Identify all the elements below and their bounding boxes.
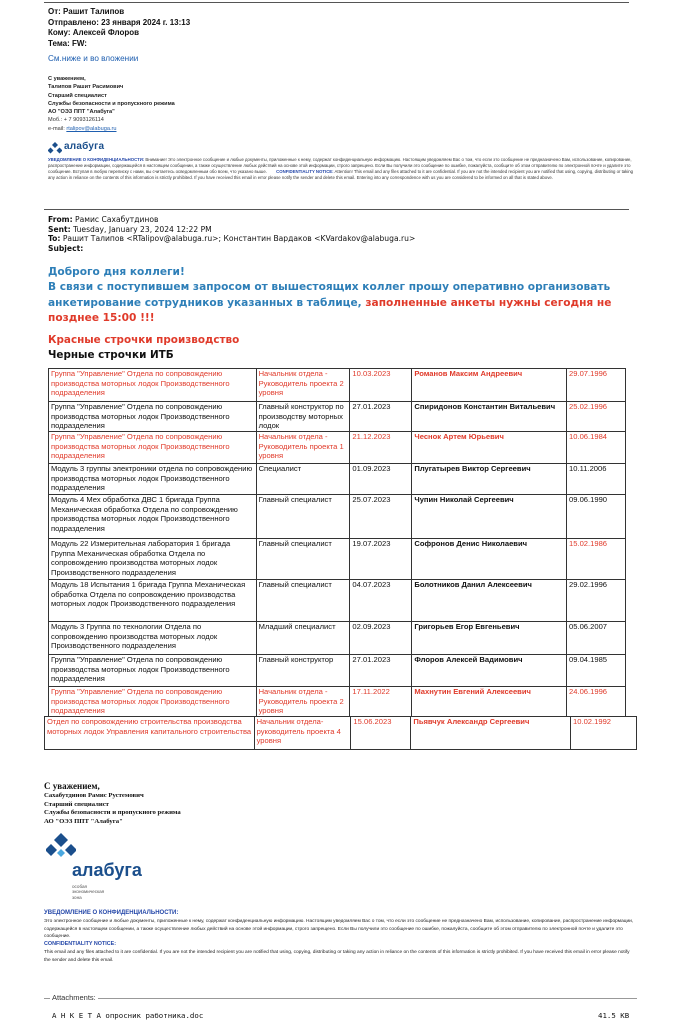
conf2-ru-text: Это электронное сообщение и любые документы, приложенные к нему, содержат конфиденциальную информацию. Настоящим уведомляем Вас о том, что если это сообщение не предназначено Вам, использование, копирование, распространение информации, содержащейся в настоящем сообщении, а также осуществление любых действий на основе этой информации, строго запрещено. Если Вы получили это сообщение по ошибке, пожалуйста, сообщите об этом отправителю по электронной почте и удалите это сообщение.	[44, 918, 634, 940]
attachment-file-name[interactable]: А Н К Е Т А опросник работника.doc	[52, 1011, 204, 1020]
table-row	[49, 539, 626, 580]
cell-date: 27.01.2023	[350, 402, 412, 432]
signature-2	[44, 780, 181, 827]
logo-1-text: алабуга	[64, 141, 105, 152]
cell-department: Группа "Управление" Отдела по сопровождению производства моторных лодок Производственного подразделения	[49, 655, 257, 687]
greeting-line: Доброго дня коллеги!	[48, 266, 185, 278]
cell-position: Младший специалист	[256, 622, 350, 655]
cell-name: Романов Максим Андреевич	[412, 369, 567, 402]
cell-birthdate: 10.06.1984	[567, 432, 626, 464]
alabuga-logo-large	[44, 832, 144, 902]
fw-sent: Отправлено: 23 января 2024 г. 13:13	[48, 17, 191, 27]
fw-from: От: Рашит Талипов	[48, 7, 125, 16]
fw-subject: Тема: FW:	[48, 38, 87, 48]
cell-name: Спиридонов Константин Витальевич	[412, 402, 567, 432]
table-row	[49, 432, 626, 464]
sig1-department: Службы безопасности и пропускного режима	[48, 100, 175, 107]
conf1-ru-label: УВЕДОМЛЕНИЕ О КОНФИДЕНЦИАЛЬНОСТИ:	[48, 157, 145, 162]
sig2-position: Старший специалист	[44, 800, 109, 808]
conf2-en-text: This email and any files attached to it are confidential. If you are not the intended recipient you are notified that using, copying, distributing or taking any action in reliance on the contents of this information is strictly prohibited. If you have received this email in error please notify the sender and delete this email.	[44, 949, 630, 963]
table-row	[49, 402, 626, 432]
fw-to: Кому: Алексей Флоров	[48, 28, 140, 37]
cell-birthdate: 09.06.1990	[567, 495, 626, 539]
confidentiality-notice-1	[48, 157, 638, 181]
table-row	[45, 717, 637, 750]
cell-department: Модуль 22 Измерительная лаборатория 1 бригада Группа Механическая обработка Отдела по сопровождению производства моторных лодок Производственного подразделения	[49, 539, 257, 580]
cell-date: 04.07.2023	[350, 580, 412, 622]
orig-sent: Sent: Tuesday, January 23, 2024 12:22 PM	[48, 224, 212, 234]
conf1-en-text: Attention! This email and any files attached to it are confidential. If you are not the intended recipient you are notified that using, copying, distributing or taking any action in reliance on the contents of this information is strictly prohibited. If you have received this email in error please notify the sender and delete this email. Entering into any correspondence with us you are considered to be informed on all that is stated above.	[48, 169, 634, 181]
confidentiality-notice-2	[44, 910, 634, 965]
sig2-company: АО "ОЭЗ ППТ "Алабуга"	[44, 818, 123, 826]
table-row	[49, 495, 626, 539]
sig1-email-link[interactable]: rtalipov@alabuga.ru	[66, 125, 117, 132]
cell-birthdate: 24.06.1996	[567, 687, 626, 717]
cell-birthdate: 10.11.2006	[567, 464, 626, 495]
orig-to: To: Рашит Талипов <RTalipov@alabuga.ru>; Константин Вардаков <KVardakov@alabuga.ru>	[48, 234, 416, 244]
conf2-en-label: CONFIDENTIALITY NOTICE:	[44, 941, 117, 948]
orig-subject: Subject:	[48, 244, 84, 254]
cell-department: Отдел по сопровождению строительства производства моторных лодок Управления капитального строительства	[45, 717, 255, 750]
cell-position: Главный специалист	[256, 539, 350, 580]
request-text: В связи с поступившем запросом от вышестоящих коллег прошу оперативно организовать анкетирование сотрудников указанных в таблице, заполненные анкеты нужны сегодня не позднее 15:00 !!!	[48, 281, 612, 325]
attachments-label: Attachments:	[52, 993, 96, 1002]
conf1-en-label: CONFIDENTIALITY NOTICE:	[276, 169, 334, 175]
cell-position: Главный специалист	[256, 580, 350, 622]
sig1-email-line: e-mail: rtalipov@alabuga.ru	[48, 125, 117, 132]
sig1-company: АО "ОЭЗ ППТ "Алабуга"	[48, 109, 115, 116]
cell-department: Модуль 18 Испытания 1 бригада Группа Механическая обработка Отдела по сопровождению производства моторных лодок Производственного подразделения	[49, 580, 257, 622]
cell-department: Группа "Управление" Отдела по сопровождению производства моторных лодок Производственного подразделения	[49, 402, 257, 432]
cell-name: Плугатырев Виктор Сергеевич	[412, 464, 567, 495]
legend-red: Красные строчки производство	[48, 334, 240, 346]
table-row	[49, 369, 626, 402]
sig1-regards: С уважением,	[48, 76, 86, 82]
cell-date: 21.12.2023	[350, 432, 412, 464]
sig1-name: Талипов Рашит Расимович	[48, 84, 124, 91]
cell-department: Группа "Управление" Отдела по сопровождению производства моторных лодок Производственного подразделения	[49, 369, 257, 402]
sig2-department: Службы безопасности и пропускного режима	[44, 809, 181, 817]
cell-birthdate: 10.02.1992	[571, 717, 637, 750]
cell-name: Махнутин Евгений Алексеевич	[412, 687, 567, 717]
cell-position: Начальник отдела-руководитель проекта 4 уровня	[254, 717, 351, 750]
cell-position: Специалист	[256, 464, 350, 495]
table-row	[49, 464, 626, 495]
cell-name: Пьявчук Александр Сергеевич	[411, 717, 571, 750]
cell-birthdate: 15.02.1986	[567, 539, 626, 580]
cell-date: 17.11.2022	[350, 687, 412, 717]
fw-body-text: См.ниже и во вложении	[48, 54, 139, 63]
cell-date: 02.09.2023	[350, 622, 412, 655]
sig2-name: Сахабутдинов Рамис Рустемович	[44, 792, 144, 799]
cell-department: Группа "Управление" Отдела по сопровождению производства моторных лодок Производственного подразделения	[49, 432, 257, 464]
cell-name: Софронов Денис Николаевич	[412, 539, 567, 580]
cell-position: Начальник отдела - Руководитель проекта 2 уровня	[256, 369, 350, 402]
table-row	[49, 622, 626, 655]
cell-position: Главный специалист	[256, 495, 350, 539]
alabuga-logo-mark-icon	[48, 141, 62, 155]
cell-date: 25.07.2023	[350, 495, 412, 539]
cell-date: 15.06.2023	[351, 717, 411, 750]
sig2-regards: С уважением,	[44, 781, 100, 791]
cell-department: Группа "Управление" Отдела по сопровождению производства моторных лодок Производственного подразделения	[49, 687, 257, 717]
cell-birthdate: 25.02.1996	[567, 402, 626, 432]
cell-birthdate: 29.07.1996	[567, 369, 626, 402]
cell-name: Григорьев Егор Евгеньевич	[412, 622, 567, 655]
table-row	[49, 687, 626, 717]
legend-black: Черные строчки ИТБ	[48, 349, 174, 361]
signature-1	[48, 75, 175, 133]
cell-birthdate: 29.02.1996	[567, 580, 626, 622]
cell-department: Модуль 4 Мех обработка ДВС 1 бригада Группа Механическая обработка Отдела по сопровождению производства моторных лодок Производственного подразделения	[49, 495, 257, 539]
cell-department: Модуль 3 группы электроники отдела по сопровождению производства моторных лодок Производственного подразделения	[49, 464, 257, 495]
cell-name: Чупин Николай Сергеевич	[412, 495, 567, 539]
top-separator	[44, 2, 629, 3]
conf2-ru-label: УВЕДОМЛЕНИЕ О КОНФИДЕНЦИАЛЬНОСТИ:	[44, 910, 179, 916]
cell-department: Модуль 3 Группа по технологии Отдела по сопровождению производства моторных лодок Производственного подразделения	[49, 622, 257, 655]
cell-date: 19.07.2023	[350, 539, 412, 580]
message-body	[48, 265, 628, 327]
cell-position: Начальник отдела - Руководитель проекта 2 уровня	[256, 687, 350, 717]
header-separator	[44, 209, 629, 210]
conf1-ru-text: Внимание! Это электронное сообщение и любые документы, приложенные к нему, содержат конфиденциальную информацию. Настоящим уведомляем Вас о том, что если это сообщение не предназначено Вам, использование, копирование, распространение информации, содержащейся в настоящем сообщении, а также осуществление любых действий на основе этой информации, строго запрещено. Если Вы получили это сообщение по ошибке, пожалуйста, сообщите об этом отправителю по электронной почте и удалите это сообщение. Вступая в любую переписку с нами, вы считаетесь осведомленным обо всем, что указано выше.	[48, 157, 632, 175]
employee-table-last	[44, 716, 637, 750]
original-header	[48, 215, 415, 254]
sig1-position: Старший специалист	[48, 92, 107, 99]
logo-2-text: алабуга	[72, 860, 142, 880]
employee-table-body	[49, 369, 626, 717]
orig-from: From: Рамис Сахабутдинов	[48, 215, 159, 224]
cell-position: Начальник отдела - Руководитель проекта 1 уровня	[256, 432, 350, 464]
table-row	[49, 580, 626, 622]
cell-date: 10.03.2023	[350, 369, 412, 402]
attachments-divider	[44, 998, 637, 999]
cell-date: 27.01.2023	[350, 655, 412, 687]
table-row	[49, 655, 626, 687]
sig1-mobile: Моб.: + 7 9093126114	[48, 117, 104, 124]
forward-header	[48, 7, 190, 49]
cell-name: Болотников Данил Алексеевич	[412, 580, 567, 622]
cell-birthdate: 09.04.1985	[567, 655, 626, 687]
attachment-file-size: 41.5 КВ	[598, 1011, 630, 1020]
cell-date: 01.09.2023	[350, 464, 412, 495]
alabuga-logo-large-mark-icon	[46, 832, 76, 862]
cell-name: Чеснок Артем Юрьевич	[412, 432, 567, 464]
employee-table	[48, 368, 626, 717]
cell-position: Главный конструктор по производству моторных лодок	[256, 402, 350, 432]
cell-birthdate: 05.06.2007	[567, 622, 626, 655]
cell-position: Главный конструктор	[256, 655, 350, 687]
cell-name: Флоров Алексей Вадимович	[412, 655, 567, 687]
logo-2-subtitle: особая экономическая зона	[72, 884, 105, 900]
